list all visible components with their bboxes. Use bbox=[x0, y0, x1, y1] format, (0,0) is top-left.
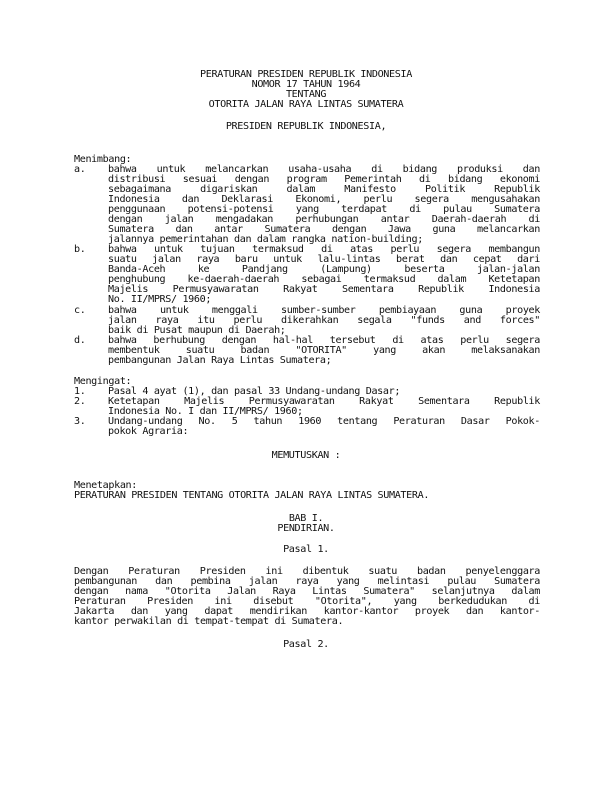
pasal1-line-1: Dengan Peraturan Presiden ini dibentuk suatu badan penyelenggara bbox=[74, 566, 540, 577]
menimbang-a-line-6: dengan jalan mengadakan perhubungan antar Daerah-daerah di bbox=[108, 214, 540, 225]
menetapkan-heading: Menetapkan: bbox=[74, 480, 137, 491]
menimbang-b-line-2: suatu jalan raya baru untuk lalu-lintas berat dan cepat dari bbox=[108, 254, 540, 265]
mengingat-marker-1: 1. bbox=[74, 386, 86, 397]
menimbang-b-line-3: Banda-Aceh ke Pandjang (Lampung) beserta jalan-jalan bbox=[108, 264, 540, 275]
mengingat-2-line-2: Indonesia No. I dan II/MPRS/ 1960; bbox=[108, 406, 303, 417]
menimbang-marker-b: b. bbox=[74, 244, 86, 255]
mengingat-marker-2: 2. bbox=[74, 396, 86, 407]
pasal2-title: Pasal 2. bbox=[283, 639, 329, 650]
menimbang-a-line-8: jalannya pemerintahan dan dalam rangka nation-building; bbox=[108, 234, 423, 245]
pasal1-line-6: kantor perwakilan di tempat-tempat di Sumatera. bbox=[74, 616, 344, 627]
menimbang-marker-a: a. bbox=[74, 164, 86, 175]
menimbang-a-line-7: Sumatera dan antar Sumatera dengan Jawa guna melancarkan bbox=[108, 224, 540, 235]
mengingat-heading: Mengingat: bbox=[74, 376, 132, 387]
menimbang-a-line-3: sebagaimana digariskan dalam Manifesto Politik Republik bbox=[108, 184, 540, 195]
mengingat-2-line-1: Ketetapan Majelis Permusyawaratan Rakyat Sementara Republik bbox=[108, 396, 540, 407]
menimbang-b-line-5: Majelis Permusyawaratan Rakyat Sementara Republik Indonesia bbox=[108, 284, 540, 295]
pasal1-line-2: pembangunan dan pembina jalan raya yang melintasi pulau Sumatera bbox=[74, 576, 540, 587]
menetapkan-text: PERATURAN PRESIDEN TENTANG OTORITA JALAN RAYA LINTAS SUMATERA. bbox=[74, 490, 430, 501]
menimbang-a-line-4: Indonesia dan Deklarasi Ekonomi, perlu segera mengusahakan bbox=[108, 194, 540, 205]
doc-title-line3: TENTANG bbox=[285, 89, 327, 100]
menimbang-a-line-5: penggunaan potensi-potensi yang terdapat di pulau Sumatera bbox=[108, 204, 540, 215]
pasal1-line-5: Jakarta dan yang dapat mendirikan kantor-kantor proyek dan kantor- bbox=[74, 606, 540, 617]
menimbang-d-line-2: membentuk suatu badan "OTORITA" yang akan melaksanakan bbox=[108, 345, 540, 356]
doc-title-line1: PERATURAN PRESIDEN REPUBLIK INDONESIA bbox=[200, 69, 412, 80]
menimbang-d-line-3: pembangunan Jalan Raya Lintas Sumatera; bbox=[108, 355, 332, 366]
doc-title-line2: NOMOR 17 TAHUN 1964 bbox=[251, 79, 361, 90]
menimbang-b-line-4: penghubung ke-daerah-daerah sebagai termaksud dalam Ketetapan bbox=[108, 274, 540, 285]
menimbang-marker-c: c. bbox=[74, 305, 86, 316]
issuer-line: PRESIDEN REPUBLIK INDONESIA, bbox=[225, 121, 387, 132]
menimbang-c-line-1: bahwa untuk menggali sumber-sumber pembiayaan guna proyek bbox=[108, 305, 540, 316]
menimbang-b-line-6: No. II/MPRS/ 1960; bbox=[108, 294, 212, 305]
menimbang-heading: Menimbang: bbox=[74, 154, 132, 165]
menimbang-c-line-2: jalan raya itu perlu dikerahkan segala "funds and forces" bbox=[108, 315, 540, 326]
mengingat-3-line-1: Undang-undang No. 5 tahun 1960 tentang Peraturan Dasar Pokok- bbox=[108, 416, 540, 427]
mengingat-1-line-1: Pasal 4 ayat (1), dan pasal 33 Undang-undang Dasar; bbox=[108, 386, 401, 397]
bab-number: BAB I. bbox=[288, 513, 324, 524]
menimbang-a-line-2: distribusi sesuai dengan program Pemerintah di bidang ekonomi bbox=[108, 174, 540, 185]
doc-title-line4: OTORITA JALAN RAYA LINTAS SUMATERA bbox=[208, 99, 404, 110]
menimbang-c-line-3: baik di Pusat maupun di Daerah; bbox=[108, 325, 286, 336]
mengingat-marker-3: 3. bbox=[74, 416, 86, 427]
menimbang-marker-d: d. bbox=[74, 335, 86, 346]
bab-title: PENDIRIAN. bbox=[277, 523, 335, 534]
menimbang-a-line-1: bahwa untuk melancarkan usaha-usaha di bidang produksi dan bbox=[108, 164, 540, 175]
pasal1-line-3: dengan nama "Otorita Jalan Raya Lintas Sumatera" selanjutnya dalam bbox=[74, 586, 540, 597]
memutuskan-heading: MEMUTUSKAN : bbox=[271, 450, 341, 461]
menimbang-b-line-1: bahwa untuk tujuan termaksud di atas perlu segera membangun bbox=[108, 244, 540, 255]
menimbang-d-line-1: bahwa berhubung dengan hal-hal tersebut di atas perlu segera bbox=[108, 335, 540, 346]
pasal1-line-4: Peraturan Presiden ini disebut "Otorita", yang berkedudukan di bbox=[74, 596, 540, 607]
pasal1-title: Pasal 1. bbox=[283, 544, 329, 555]
mengingat-3-line-2: pokok Agraria: bbox=[108, 426, 189, 437]
